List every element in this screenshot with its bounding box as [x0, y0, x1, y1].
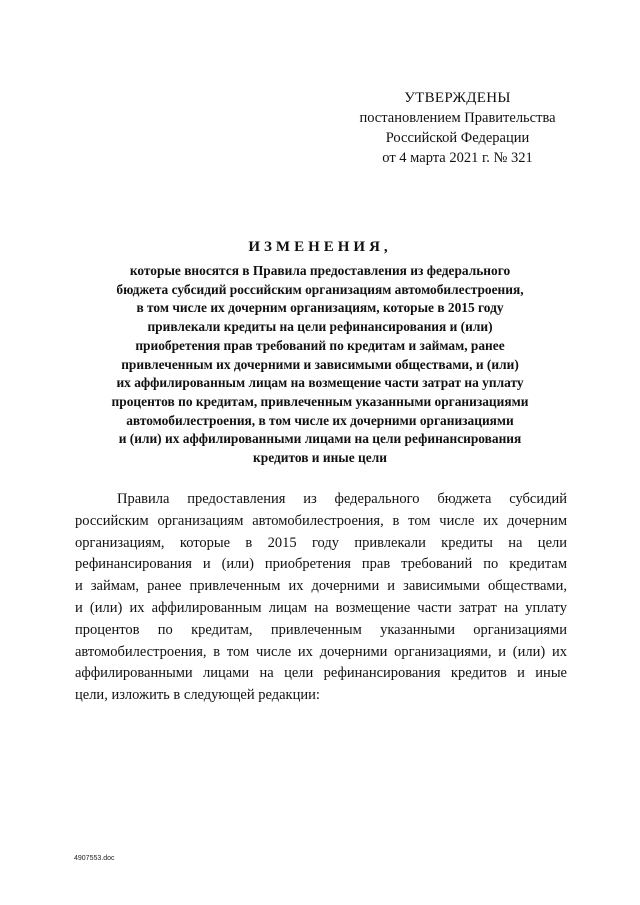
body-line: и займам, ранее привлеченным их дочерними и зависимыми обществами, [75, 578, 567, 595]
subtitle-line: их аффилированным лицам на возмещение части затрат на уплату [116, 375, 524, 391]
document-subtitle [70, 262, 570, 468]
subtitle-line: и (или) их аффилированными лицами на цели рефинансирования [118, 431, 522, 447]
body-line: автомобилестроения, в том числе их дочерними организациями, и (или) их [75, 643, 567, 660]
body-paragraph [75, 489, 567, 707]
body-line: процентов по кредитам, привлеченным указанными организациями [75, 621, 567, 638]
subtitle-line: в том числе их дочерним организациям, которые в 2015 году [136, 300, 504, 316]
approval-line-date-number: от 4 марта 2021 г. № 321 [382, 150, 533, 166]
body-line: цели, изложить в следующей редакции: [75, 687, 320, 704]
body-line: российским организациям автомобилестроения, в том числе их дочерним [75, 512, 567, 529]
approval-line-resolution: постановлением Правительства [359, 110, 556, 126]
body-line: рефинансирования и (или) приобретения прав требований по кредитам [75, 556, 567, 573]
document-file-code: 4907553.doc [74, 855, 115, 862]
body-line: и (или) их аффилированным лицам на возмещение части затрат на уплату [75, 599, 567, 616]
body-line: Правила предоставления из федерального бюджета субсидий [117, 491, 567, 507]
subtitle-line: привлекали кредиты на цели рефинансирования и (или) [147, 319, 493, 335]
subtitle-line: приобретения прав требований по кредитам и займам, ранее [135, 337, 505, 353]
document-title: ИЗМЕНЕНИЯ, [248, 239, 392, 255]
subtitle-line: которые вносятся в Правила предоставления из федерального [129, 263, 511, 278]
body-line: организациям, которые в 2015 году привлекали кредиты на цели [75, 534, 567, 551]
subtitle-line: процентов по кредитам, привлеченным указанными организациями [111, 393, 529, 409]
subtitle-line: кредитов и иные цели [253, 450, 387, 466]
approval-stamp-block [340, 88, 575, 168]
approved-heading: УТВЕРЖДЕНЫ [404, 90, 511, 106]
approval-line-federation: Российской Федерации [385, 130, 530, 146]
subtitle-line: автомобилестроения, в том числе их дочерними организациями [126, 412, 514, 428]
body-line: аффилированными лицами на цели рефинансирования кредитов и иные [75, 665, 567, 682]
subtitle-line: бюджета субсидий российским организациям автомобилестроения, [116, 281, 524, 297]
subtitle-line: привлеченным их дочерними и зависимыми обществами, и (или) [121, 356, 519, 372]
